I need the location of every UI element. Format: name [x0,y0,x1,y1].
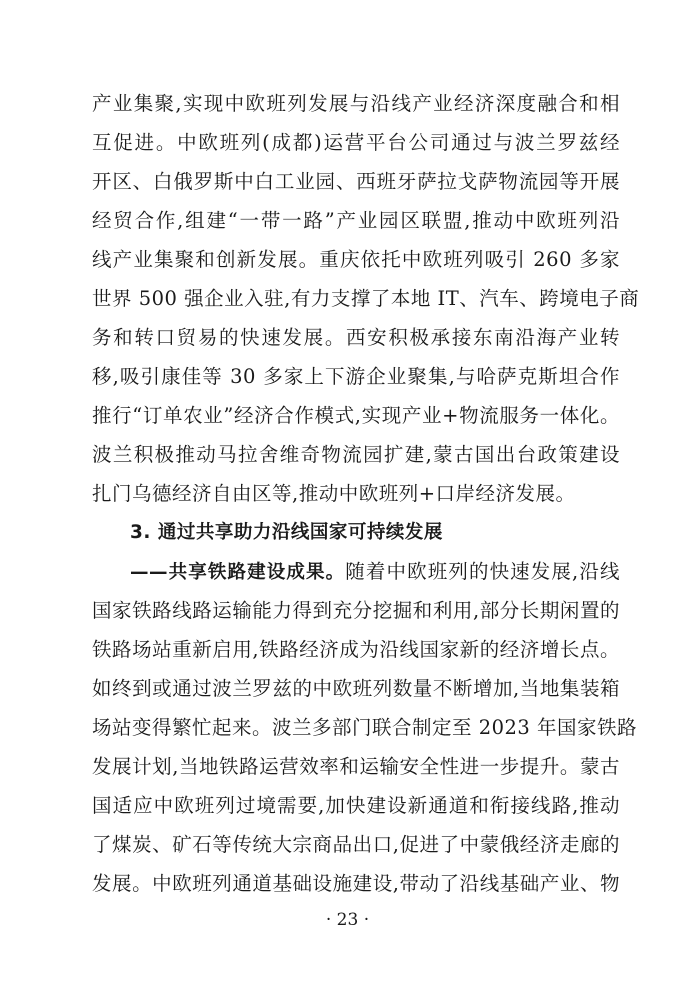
text-line: 推行“订单农业”经济合作模式,实现产业+物流服务一体化。 [92,404,620,427]
text-line: 场站变得繁忙起来。波兰多部门联合制定至 2023 年国家铁路 [92,716,638,739]
paragraph-industry-clustering [92,84,640,903]
text-line: 国家铁路线路运输能力得到充分挖掘和利用,部分长期闲置的 [92,599,620,622]
text-line: 发展。中欧班列通道基础设施建设,带动了沿线基础产业、物 [92,872,620,895]
text-line: 国适应中欧班列过境需要,加快建设新通道和衔接线路,推动 [92,794,620,817]
text-line: 开区、白俄罗斯中白工业园、西班牙萨拉戈萨物流园等开展 [92,170,620,193]
text-line: 经贸合作,组建“一带一路”产业园区联盟,推动中欧班列沿 [92,209,620,232]
text-line: 移,吸引康佳等 30 多家上下游企业聚集,与哈萨克斯坦合作 [92,365,620,388]
paragraph-lead-line [92,552,620,591]
text-line: 铁路场站重新启用,铁路经济成为沿线国家新的经济增长点。 [92,638,620,661]
text-line: 了煤炭、矿石等传统大宗商品出口,促进了中蒙俄经济走廊的 [92,833,620,856]
paragraph-lead-bold: ——共享铁路建设成果。 [130,562,346,583]
text-line: 波兰积极推动马拉舍维奇物流园扩建,蒙古国出台政策建设 [92,443,620,466]
paragraph-lead-text: 随着中欧班列的快速发展,沿线 [345,560,620,583]
page-number: · 23 · [325,910,370,930]
text-line: 世界 500 强企业入驻,有力支撑了本地 IT、汽车、跨境电子商 [92,287,640,310]
section-heading: 3. 通过共享助力沿线国家可持续发展 [130,522,443,543]
text-line: 线产业集聚和创新发展。重庆依托中欧班列吸引 260 多家 [92,248,620,271]
text-line: 产业集聚,实现中欧班列发展与沿线产业经济深度融合和相 [92,92,620,115]
text-line: 务和转口贸易的快速发展。西安积极承接东南沿海产业转 [92,326,620,349]
text-line: 如终到或通过波兰罗兹的中欧班列数量不断增加,当地集装箱 [92,677,620,700]
text-line: 扎门乌德经济自由区等,推动中欧班列+口岸经济发展。 [92,482,576,505]
text-line: 互促进。中欧班列(成都)运营平台公司通过与波兰罗兹经 [92,131,620,154]
text-line: 发展计划,当地铁路运营效率和运输安全性进一步提升。蒙古 [92,755,620,778]
